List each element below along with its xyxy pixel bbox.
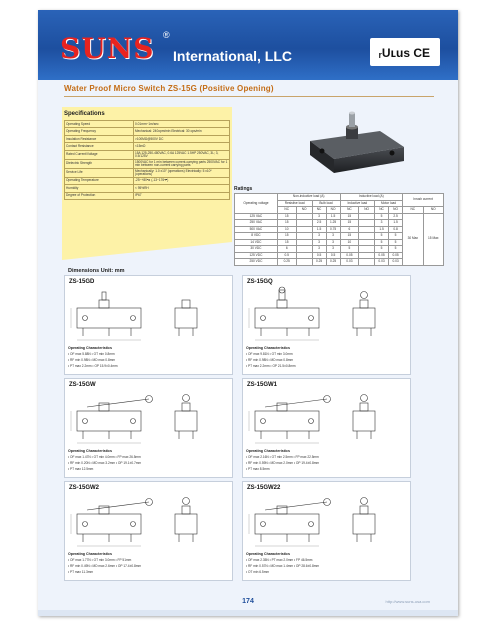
ratings-cell: 0.05 — [389, 252, 403, 259]
spec-row — [65, 150, 230, 159]
operating-characteristic-line: • PT max 8.5mm — [246, 467, 270, 471]
spec-label: Operating Temperature — [65, 177, 134, 184]
ratings-cell: 8 VDC — [235, 233, 278, 240]
ratings-cell: 0.05 — [340, 252, 359, 259]
ratings-cell: Inductive load — [340, 200, 374, 207]
ratings-cell: Resistive load — [277, 200, 312, 207]
ratings-heading: Ratings — [234, 186, 253, 192]
ratings-cell — [359, 259, 375, 266]
ratings-cell: 3 — [312, 233, 326, 240]
spec-value: 1500VAC for 1 min between current-carrying parts 2500VAC for 1 min between non-current carrying parts — [134, 159, 230, 168]
ratings-cell: 0.5 — [277, 252, 296, 259]
operating-characteristics-heading: Operating Characteristics — [68, 552, 112, 556]
dimension-drawing — [65, 492, 232, 550]
ratings-cell: Operating voltage — [235, 194, 278, 214]
ratings-cell: 0.75 — [326, 226, 340, 233]
specifications-panel-tail — [62, 242, 232, 260]
ratings-cell: 15 Max — [423, 213, 443, 265]
ratings-cell: 5 — [375, 213, 389, 220]
model-name: ZS-15GD — [69, 279, 95, 285]
ratings-cell: 3 — [312, 213, 326, 220]
product-photo — [288, 103, 418, 183]
ratings-cell: 125 VDC — [235, 252, 278, 259]
ratings-cell: Inductive load (A) — [340, 194, 402, 201]
dimension-panel — [242, 481, 411, 581]
ratings-cell: 15 — [277, 239, 296, 246]
ratings-cell: 10 — [277, 226, 296, 233]
operating-characteristic-line: • OF max 2.16N • OT min 2.5mm • FP max 22.5mm — [246, 455, 319, 459]
ratings-cell: Bulb load — [312, 200, 340, 207]
footer-bar — [38, 610, 458, 616]
ratings-cell: NC — [340, 207, 359, 214]
page-title: Water Proof Micro Switch ZS-15G (Positive Opening) — [64, 84, 274, 93]
model-name: ZS-15GQ — [247, 279, 273, 285]
specifications-table — [64, 120, 230, 200]
ratings-cell: 3 — [326, 246, 340, 253]
operating-characteristic-line: • PT max 2.2mm • OP 21.5±0.8mm — [246, 364, 296, 368]
ratings-cell: 5 — [389, 246, 403, 253]
operating-characteristic-line: • OF max 1.47N • OT min 4.0mm • FP max 26.5mm — [68, 455, 141, 459]
ratings-cell: 0.25 — [312, 259, 326, 266]
spec-row — [65, 168, 230, 177]
spec-label: Humidity — [65, 185, 134, 192]
ratings-cell: 0.03 — [389, 259, 403, 266]
ratings-cell: Non-inductive load (A) — [277, 194, 340, 201]
spec-value: <15mΩ — [134, 143, 230, 150]
operating-characteristics-heading: Operating Characteristics — [68, 449, 112, 453]
spec-value: IP67 — [134, 192, 230, 199]
ratings-cell: 5 — [389, 239, 403, 246]
dimension-panel — [64, 481, 233, 581]
ratings-cell: 0.25 — [326, 259, 340, 266]
ratings-cell — [296, 259, 312, 266]
ratings-cell: 15 — [340, 213, 359, 220]
ratings-cell: 250 VDC — [235, 259, 278, 266]
ratings-cell: 15 — [277, 213, 296, 220]
ratings-cell: 0.8 — [389, 226, 403, 233]
spec-label: Degree of Protection — [65, 192, 134, 199]
ratings-cell: 3 — [312, 246, 326, 253]
ratings-cell: 1.5 — [326, 213, 340, 220]
ratings-cell: 1.5 — [389, 220, 403, 227]
ratings-cell: 1.5 — [375, 226, 389, 233]
dimension-panel — [242, 378, 411, 478]
operating-characteristic-line: • OF max 1.77N • OT min 3.0mm • FP 51mm — [68, 558, 132, 562]
spec-label: Operating Frequency — [65, 128, 134, 135]
website-link[interactable]: http://www.suns-usa.com — [385, 599, 430, 604]
spec-value: -25~+80℃ (-13~176℉) — [134, 177, 230, 184]
ratings-cell: NC — [277, 207, 296, 214]
spec-row — [65, 143, 230, 150]
operating-characteristics-heading: Operating Characteristics — [246, 449, 290, 453]
ratings-cell: 0.03 — [375, 259, 389, 266]
spec-label: Operating Speed — [65, 121, 134, 128]
operating-characteristic-line: • OF max 5.88N • OT min 0.8mm — [68, 352, 115, 356]
spec-row — [65, 192, 230, 199]
operating-characteristic-line: • OF max 2.35N • PT max 2.0mm • FP 46.5mm — [246, 558, 313, 562]
dimension-drawing — [243, 492, 410, 550]
spec-row — [65, 159, 230, 168]
operating-characteristics-heading: Operating Characteristics — [68, 346, 112, 350]
ratings-cell: 5 — [375, 246, 389, 253]
spec-value: 0.01mm~1m/sec — [134, 121, 230, 128]
operating-characteristic-line: • RF min 0.98N • MD max 0.8mm — [246, 358, 294, 362]
spec-label: Service Life — [65, 168, 134, 177]
operating-characteristic-line: • RF min 0.57N • MD max 1.4mm • OP 28.6±0.8mm — [246, 564, 320, 568]
catalog-page — [38, 10, 458, 616]
dimension-panel — [64, 378, 233, 478]
ratings-cell: 6 — [340, 226, 359, 233]
spec-label: Dielectric Strength — [65, 159, 134, 168]
spec-value: 15A 125-250-480VAC, 0.6A 125VAC 1.5HP 250VAC, 3L; 3, 0.5/125V — [134, 150, 230, 159]
ratings-cell: 0.05 — [375, 252, 389, 259]
model-name: ZS-15GW2 — [69, 485, 100, 491]
operating-characteristics-heading: Operating Characteristics — [246, 552, 290, 556]
spec-row — [65, 121, 230, 128]
ratings-table — [234, 193, 444, 266]
title-divider — [64, 96, 434, 97]
spec-value: Mechanical: 240opm/min Electrical: 30 ops/min — [134, 128, 230, 135]
ratings-cell: 6 — [277, 246, 296, 253]
ratings-cell: 2.5 — [312, 220, 326, 227]
dimensions-heading: Dimensions Unit: mm — [68, 268, 125, 274]
dimension-drawing — [65, 389, 232, 447]
ratings-cell: 5 — [375, 239, 389, 246]
ratings-cell: 0.03 — [340, 259, 359, 266]
operating-characteristic-line: • RF min 0.20N • MD max 3.2mm • OP 19.1±0.7mm — [68, 461, 142, 465]
ratings-cell: 3 — [312, 239, 326, 246]
ratings-cell: NO — [326, 207, 340, 214]
page-number: 174 — [242, 598, 254, 605]
ratings-cell: 3 — [375, 220, 389, 227]
ratings-cell: NO — [359, 207, 375, 214]
dimension-drawing — [65, 286, 232, 344]
ratings-cell: 5 — [340, 246, 359, 253]
dimension-panel — [242, 275, 411, 375]
ratings-cell: 14 VDC — [235, 239, 278, 246]
ratings-cell: 0.5 — [312, 252, 326, 259]
brand-logo: SUNS — [60, 32, 155, 65]
ratings-cell: 15 — [277, 220, 296, 227]
dimension-drawing — [243, 286, 410, 344]
ratings-cell: 0.25 — [277, 259, 296, 266]
operating-characteristics-heading: Operating Characteristics — [246, 346, 290, 350]
model-name: ZS-15GW22 — [247, 485, 281, 491]
ratings-cell: NC — [312, 207, 326, 214]
registered-mark: ® — [163, 30, 170, 40]
ratings-cell: Motor load — [375, 200, 403, 207]
ratings-cell: 0.5 — [326, 252, 340, 259]
certification-marks: ᵣUʟus CE — [378, 46, 430, 60]
ratings-cell: NO — [389, 207, 403, 214]
ratings-cell: 125 VAC — [235, 213, 278, 220]
spec-row — [65, 177, 230, 184]
spec-value: < 95%RH — [134, 185, 230, 192]
operating-characteristic-line: • PT max 12.5mm — [68, 467, 94, 471]
ratings-cell: 250 VAC — [235, 220, 278, 227]
dimension-drawing — [243, 389, 410, 447]
operating-characteristic-line: • OT min 6.5mm — [246, 570, 270, 574]
ratings-cell: Inrush current — [403, 194, 444, 207]
ratings-cell: 2.5 — [389, 213, 403, 220]
ratings-cell: 10 — [340, 239, 359, 246]
spec-row — [65, 135, 230, 142]
ratings-cell: 15 — [277, 233, 296, 240]
ratings-cell: 3 — [326, 233, 340, 240]
model-name: ZS-15GW1 — [247, 382, 278, 388]
ratings-cell: 5 — [375, 233, 389, 240]
ratings-cell: NO — [423, 207, 443, 214]
ratings-cell: 3 — [326, 239, 340, 246]
operating-characteristic-line: • PT max 2.2mm • OP 15.9±0.4mm — [68, 364, 118, 368]
operating-characteristic-line: • RF min 0.98N • MD max 0.8mm — [68, 358, 116, 362]
spec-label: Insulation Resistance — [65, 135, 134, 142]
ratings-cell: 30 Max — [403, 213, 423, 265]
model-name: ZS-15GW — [69, 382, 96, 388]
spec-label: Contact Resistance — [65, 143, 134, 150]
specifications-heading: Specifications — [64, 111, 105, 117]
spec-value: >100MΩ@500V DC — [134, 135, 230, 142]
spec-row — [65, 128, 230, 135]
ratings-cell: 15 — [340, 233, 359, 240]
ratings-cell: 5 — [389, 233, 403, 240]
dimension-panel — [64, 275, 233, 375]
header-banner — [38, 10, 458, 80]
brand-subtitle: International, LLC — [173, 48, 292, 64]
operating-characteristic-line: • RF min 0.59N • MD max 2.0mm • OP 19.4±0.8mm — [246, 461, 320, 465]
operating-characteristic-line: • RF min 0.49N • MD max 2.6mm • OP 17.4±0.8mm — [68, 564, 142, 568]
spec-value: Mechanically: 1.0 x10⁷ (operations) Electrically: 5 x10⁵ (operations) — [134, 168, 230, 177]
operating-characteristic-line: • PT max 11.3mm — [68, 570, 94, 574]
ratings-cell: 1.5 — [312, 226, 326, 233]
spec-label: Rated Current/Voltage — [65, 150, 134, 159]
ratings-cell: 30 VDC — [235, 246, 278, 253]
operating-characteristic-line: • OF max 9.81N • OT min 3.0mm — [246, 352, 293, 356]
ratings-cell: NC — [375, 207, 389, 214]
ratings-cell: 500 VAC — [235, 226, 278, 233]
spec-row — [65, 185, 230, 192]
ratings-cell: 15 — [340, 220, 359, 227]
ratings-cell: NO — [296, 207, 312, 214]
ratings-cell: NC — [403, 207, 423, 214]
ratings-cell: 1.25 — [326, 220, 340, 227]
